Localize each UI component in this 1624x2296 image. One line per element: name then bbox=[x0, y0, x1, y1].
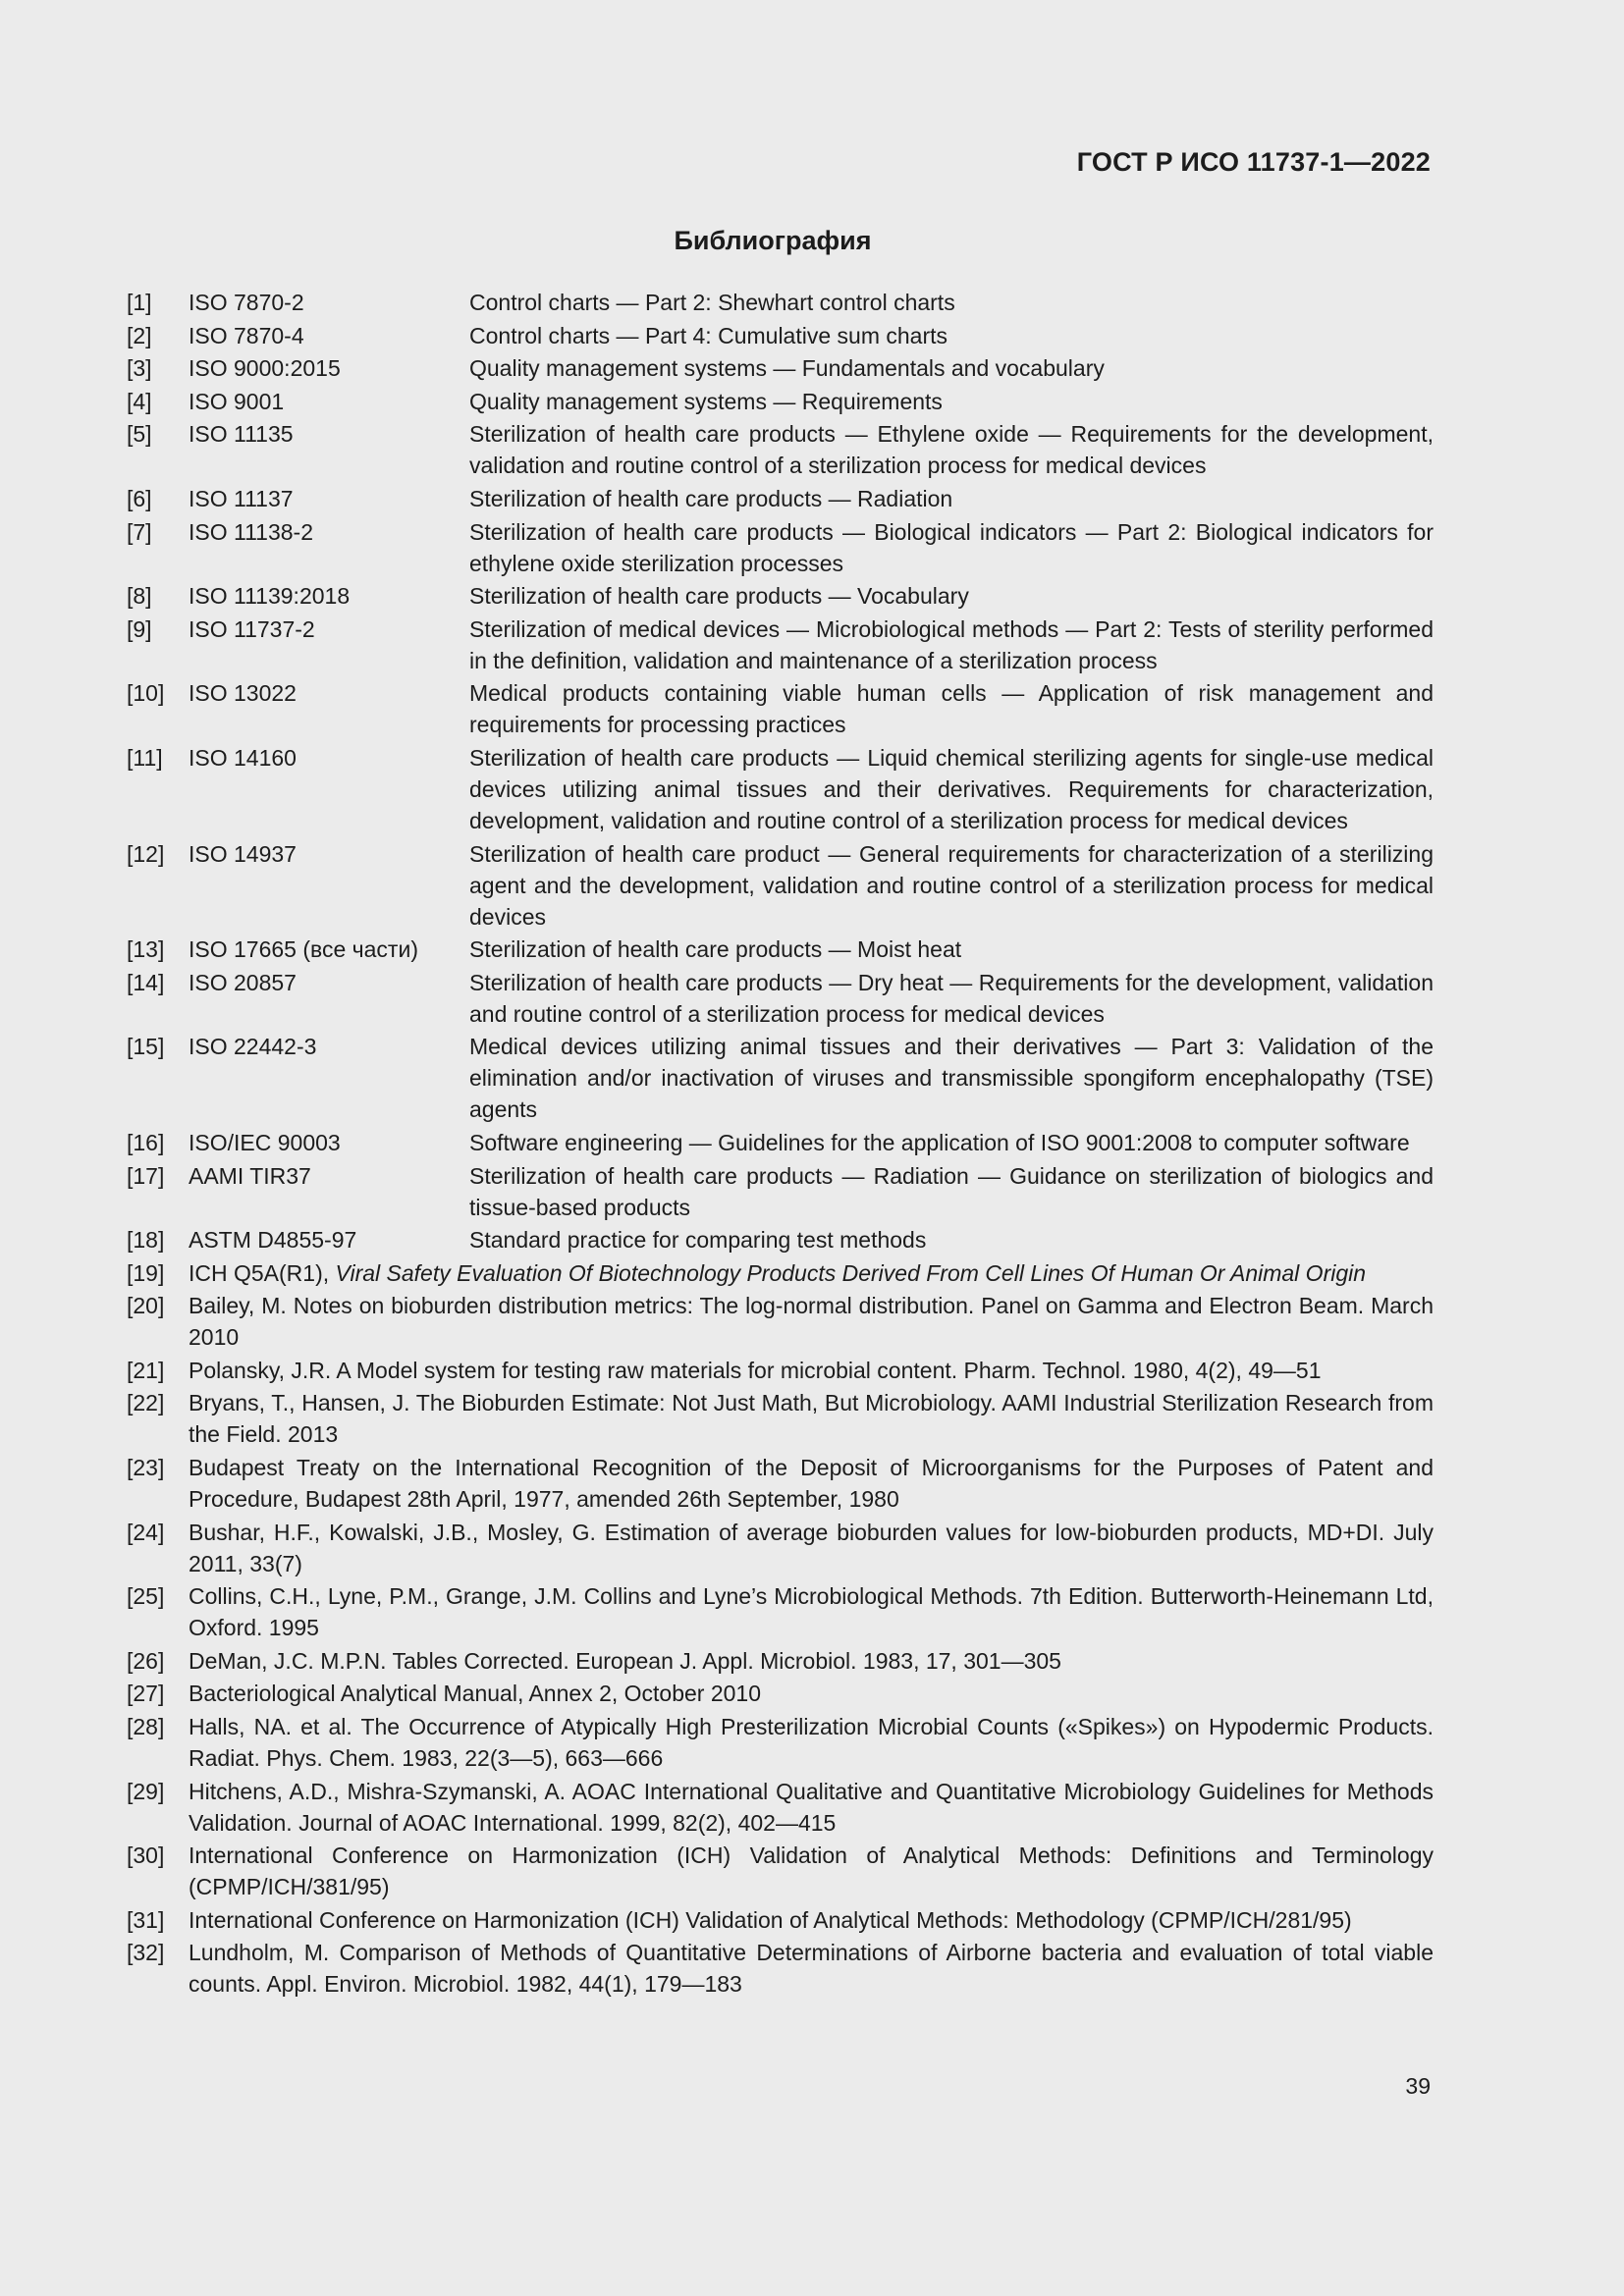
bibliography-entry bbox=[127, 352, 1434, 384]
bibliography-entry bbox=[127, 1127, 1434, 1158]
bibliography-entry bbox=[127, 1517, 1434, 1579]
entry-text: International Conference on Harmonization (ICH) Validation of Analytical Methods: Methodology (CPMP/ICH/281/95) bbox=[189, 1906, 1352, 1933]
standard-code: ISO/IEC 90003 bbox=[189, 1129, 341, 1155]
entry-number: [32] bbox=[127, 1940, 165, 1966]
bibliography-entry bbox=[127, 1224, 1434, 1255]
entry-title: Control charts — Part 2: Shewhart control charts bbox=[469, 290, 955, 315]
entry-text: Collins, C.H., Lyne, P.M., Grange, J.M. Collins and Lyne’s Microbiological Methods. 7th Edition. Butterworth-Heinemann Ltd, Oxford. 1995 bbox=[189, 1583, 1434, 1641]
entry-number: [1] bbox=[127, 290, 152, 315]
bibliography-entry bbox=[127, 742, 1434, 836]
entry-number: [15] bbox=[127, 1034, 165, 1060]
bibliography-entry bbox=[127, 418, 1434, 481]
entry-title: Sterilization of health care products — Dry heat — Requirements for the development, validation and routine control of a sterilization process for medical devices bbox=[469, 969, 1434, 1027]
bibliography-entry bbox=[127, 1840, 1434, 1902]
entry-text: Budapest Treaty on the International Recognition of the Deposit of Microorganisms for the Purposes of Patent and Procedure, Budapest 28th April, 1977, amended 26th September, 1980 bbox=[189, 1455, 1434, 1513]
entry-text: Bryans, T., Hansen, J. The Bioburden Estimate: Not Just Math, But Microbiology. AAMI Industrial Sterilization Research from the Field. 2013 bbox=[189, 1390, 1434, 1448]
entry-number: [3] bbox=[127, 355, 152, 382]
entry-prefix: ICH Q5A(R1), bbox=[189, 1259, 330, 1286]
entry-title: Sterilization of health care products — Moist heat bbox=[469, 936, 962, 963]
entry-number: [13] bbox=[127, 936, 165, 963]
bibliography-entry bbox=[127, 483, 1434, 514]
bibliography-entry bbox=[127, 1355, 1434, 1386]
bibliography-entry bbox=[127, 934, 1434, 965]
entry-title: Sterilization of health care products — Ethylene oxide — Requirements for the development, validation and routine control of a sterilization process for medical devices bbox=[469, 421, 1434, 479]
bibliography-entry bbox=[127, 1031, 1434, 1125]
entry-number: [24] bbox=[127, 1519, 165, 1545]
entry-text: International Conference on Harmonization (ICH) Validation of Analytical Methods: Definitions and Terminology (CPMP/ICH/381/95) bbox=[189, 1842, 1434, 1900]
entry-number: [10] bbox=[127, 680, 165, 707]
entry-text: Hitchens, A.D., Mishra-Szymanski, A. AOAC International Qualitative and Quantitative Microbiology Guidelines for Methods Validation. Journal of AOAC International. 1999, 82(2), 402—415 bbox=[189, 1778, 1434, 1836]
entry-text: Polansky, J.R. A Model system for testing raw materials for microbial content. Pharm. Technol. 1980, 4(2), 49—51 bbox=[189, 1357, 1322, 1383]
entry-title: Quality management systems — Fundamentals and vocabulary bbox=[469, 355, 1105, 382]
entry-text: DeMan, J.C. M.P.N. Tables Corrected. European J. Appl. Microbiol. 1983, 17, 301—305 bbox=[189, 1647, 1061, 1674]
entry-number: [18] bbox=[127, 1227, 165, 1254]
standard-code: ISO 17665 (все части) bbox=[189, 936, 418, 963]
entry-number: [2] bbox=[127, 322, 152, 348]
entry-text: Halls, NA. et al. The Occurrence of Atypically High Presterilization Microbial Counts («Spikes») on Hypodermic Products. Radiat. Phys. Chem. 1983, 22(3—5), 663—666 bbox=[189, 1714, 1434, 1772]
standard-code: ISO 22442-3 bbox=[189, 1034, 317, 1060]
entry-text: Bushar, H.F., Kowalski, J.B., Mosley, G. Estimation of average bioburden values for low-bioburden products, MD+DI. July 2011, 33(7) bbox=[189, 1519, 1434, 1576]
entry-number: [4] bbox=[127, 388, 152, 414]
entry-number: [6] bbox=[127, 485, 152, 511]
standard-code: ISO 11139:2018 bbox=[189, 583, 351, 610]
standard-code: ISO 9001 bbox=[189, 388, 285, 414]
entry-title: Quality management systems — Requirements bbox=[469, 388, 943, 414]
entry-title: Sterilization of medical devices — Microbiological methods — Part 2: Tests of sterility performed in the definition, validation and maintenance of a sterilization process bbox=[469, 615, 1434, 673]
entry-text: Bailey, M. Notes on bioburden distribution metrics: The log-normal distribution. Panel on Gamma and Electron Beam. March 2010 bbox=[189, 1293, 1434, 1351]
entry-number: [30] bbox=[127, 1842, 165, 1869]
standard-code: ISO 9000:2015 bbox=[189, 355, 341, 382]
page-number: 39 bbox=[1405, 2073, 1431, 2099]
entry-number: [29] bbox=[127, 1778, 165, 1804]
standard-code: ISO 14937 bbox=[189, 840, 297, 867]
page-title: Библиография bbox=[674, 226, 872, 255]
entry-title: Medical devices utilizing animal tissues and their derivatives — Part 3: Validation of the elimination and/or inactivation of viruses and transmissible spongiform encephalopathy (TSE) agents bbox=[469, 1034, 1434, 1123]
bibliography-entry bbox=[127, 1580, 1434, 1643]
bibliography-entry bbox=[127, 677, 1434, 740]
entry-number: [23] bbox=[127, 1455, 165, 1481]
entry-text: Bacteriological Analytical Manual, Annex 2, October 2010 bbox=[189, 1681, 762, 1707]
entry-number: [8] bbox=[127, 583, 152, 610]
standard-code: ISO 11137 bbox=[189, 485, 294, 511]
bibliography-entry bbox=[127, 1452, 1434, 1515]
entry-number: [12] bbox=[127, 840, 165, 867]
entry-title: Medical products containing viable human cells — Application of risk management and requirements for processing practices bbox=[469, 680, 1434, 738]
bibliography-entry bbox=[127, 1776, 1434, 1839]
bibliography-entry bbox=[127, 1937, 1434, 2000]
bibliography-entry bbox=[127, 614, 1434, 676]
bibliography-entry bbox=[127, 1160, 1434, 1223]
entry-number: [9] bbox=[127, 615, 152, 642]
entry-title: Sterilization of health care products — Radiation bbox=[469, 485, 953, 511]
bibliography-entry bbox=[127, 1257, 1434, 1289]
entry-number: [11] bbox=[127, 744, 163, 771]
entry-text bbox=[189, 1257, 1434, 1289]
standard-code: ISO 7870-2 bbox=[189, 290, 304, 315]
entry-number: [20] bbox=[127, 1293, 165, 1319]
entry-title: Standard practice for comparing test methods bbox=[469, 1227, 927, 1254]
bibliography-entry bbox=[127, 1290, 1434, 1353]
entry-number: [14] bbox=[127, 969, 165, 995]
bibliography-entry bbox=[127, 967, 1434, 1030]
entry-number: [25] bbox=[127, 1583, 165, 1610]
standard-code: ISO 7870-4 bbox=[189, 322, 304, 348]
document-code: ГОСТ Р ИСО 11737-1—2022 bbox=[1076, 147, 1431, 177]
bibliography-list bbox=[127, 287, 1434, 2002]
entry-number: [21] bbox=[127, 1357, 165, 1383]
standard-code: ISO 13022 bbox=[189, 680, 297, 707]
entry-text: Lundholm, M. Comparison of Methods of Quantitative Determinations of Airborne bacteria and evaluation of total viable counts. Appl. Environ. Microbiol. 1982, 44(1), 179—183 bbox=[189, 1940, 1434, 1998]
bibliography-entry bbox=[127, 386, 1434, 417]
bibliography-entry bbox=[127, 320, 1434, 351]
entry-number: [28] bbox=[127, 1714, 165, 1740]
entry-number: [31] bbox=[127, 1906, 165, 1933]
standard-code: AAMI TIR37 bbox=[189, 1162, 311, 1189]
standard-code: ASTM D4855-97 bbox=[189, 1227, 357, 1254]
entry-title: Sterilization of health care products — Biological indicators — Part 2: Biological indicators for ethylene oxide sterilization processes bbox=[469, 518, 1434, 576]
bibliography-entry bbox=[127, 1711, 1434, 1774]
bibliography-entry bbox=[127, 516, 1434, 579]
entry-number: [17] bbox=[127, 1162, 165, 1189]
entry-number: [19] bbox=[127, 1259, 165, 1286]
bibliography-entry bbox=[127, 580, 1434, 612]
entry-title: Sterilization of health care products — Vocabulary bbox=[469, 583, 969, 610]
entry-number: [22] bbox=[127, 1390, 165, 1416]
entry-title: Sterilization of health care products — Liquid chemical sterilizing agents for single-use medical devices utilizing animal tissues and their derivatives. Requirements for characterization, development, validation and routine control of a sterilization process for medical devices bbox=[469, 744, 1434, 833]
entry-number: [26] bbox=[127, 1647, 165, 1674]
bibliography-entry bbox=[127, 287, 1434, 318]
entry-title: Control charts — Part 4: Cumulative sum charts bbox=[469, 322, 947, 348]
standard-code: ISO 11135 bbox=[189, 421, 294, 448]
bibliography-entry bbox=[127, 1904, 1434, 1936]
standard-code: ISO 20857 bbox=[189, 969, 297, 995]
bibliography-entry bbox=[127, 1387, 1434, 1450]
entry-title: Sterilization of health care product — General requirements for characterization of a sterilizing agent and the development, validation and routine control of a sterilization process for medical devices bbox=[469, 840, 1434, 930]
bibliography-entry bbox=[127, 838, 1434, 933]
standard-code: ISO 14160 bbox=[189, 744, 297, 771]
entry-number: [5] bbox=[127, 421, 152, 448]
entry-title: Software engineering — Guidelines for the application of ISO 9001:2008 to computer software bbox=[469, 1129, 1410, 1155]
entry-number: [7] bbox=[127, 518, 152, 545]
bibliography-entry bbox=[127, 1645, 1434, 1677]
standard-code: ISO 11737-2 bbox=[189, 615, 315, 642]
entry-number: [16] bbox=[127, 1129, 165, 1155]
entry-title: Sterilization of health care products — Radiation — Guidance on sterilization of biologics and tissue-based products bbox=[469, 1162, 1434, 1220]
standard-code: ISO 11138-2 bbox=[189, 518, 314, 545]
entry-number: [27] bbox=[127, 1681, 165, 1707]
entry-title-italic: Viral Safety Evaluation Of Biotechnology Products Derived From Cell Lines Of Human Or Animal Origin bbox=[335, 1259, 1367, 1286]
bibliography-entry bbox=[127, 1678, 1434, 1709]
